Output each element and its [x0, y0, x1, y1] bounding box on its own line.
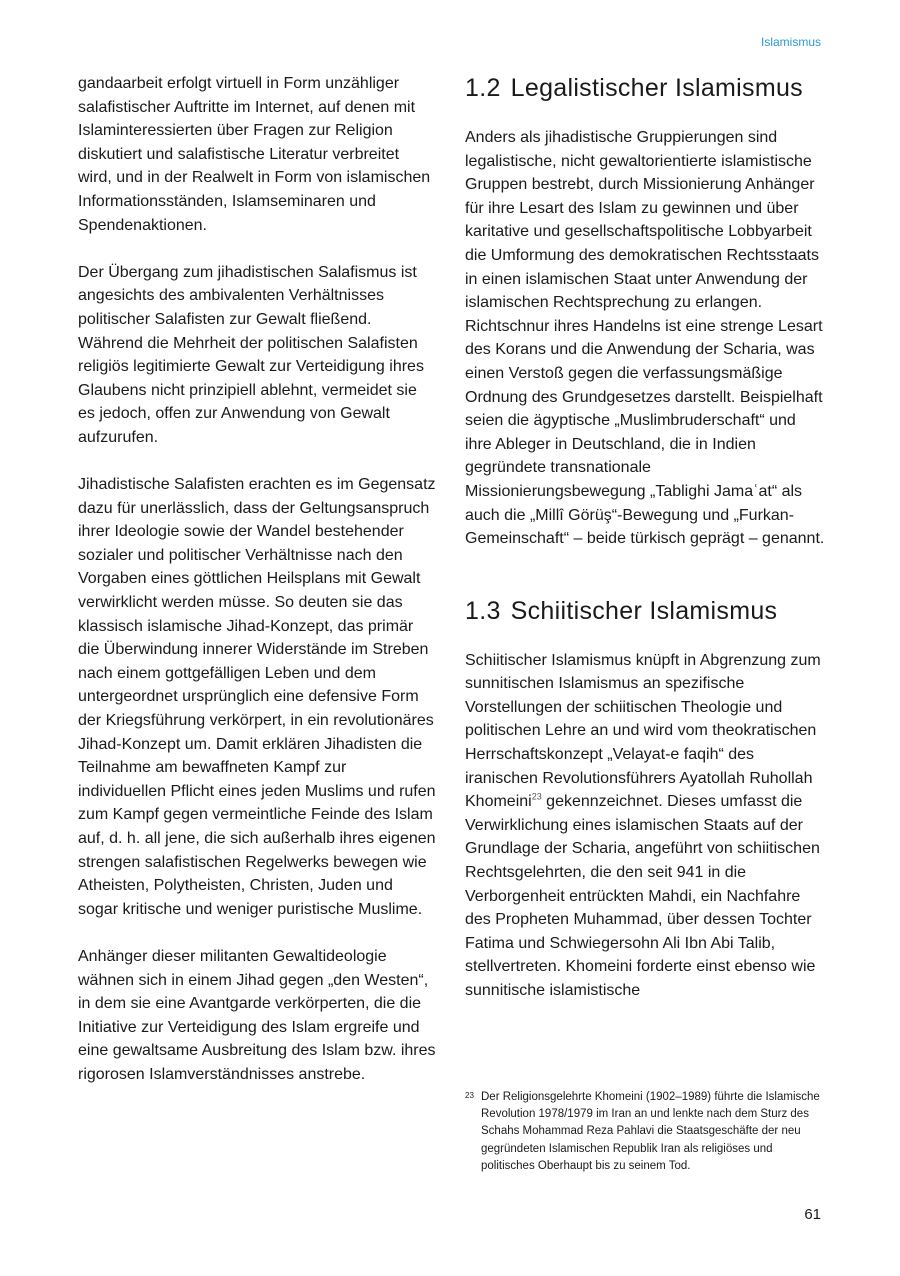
paragraph-text: gekennzeichnet. Dieses umfasst die Verwirklichung eines islamischen Staats auf der Grundlage der Scharia, angeführt von schiitischen Rechtsgelehrten, die den seit 941 in die Verborgenheit entrückten Mahdi, ein Nachfahre des Propheten Muhammad, über dessen Tochter Fatima und Schwiegersohn Ali Ibn Abi Talib, stellvertreten. Khomeini forderte einst ebenso wie sunnitische islamistische — [465, 793, 820, 999]
page-number: 61 — [804, 1206, 821, 1223]
paragraph-text: Schiitischer Islamismus knüpft in Abgrenzung zum sunnitischen Islamismus an spezifische Vorstellungen der schiitischen Theologie und politischen Lehre an und wird vom theokratischen Herrschaftskonzept „Velayat-e faqih“ des iranischen Revolutionsführers Ayatollah Ruhollah Khomeini — [465, 651, 821, 811]
section-title: Legalistischer Islamismus — [510, 74, 803, 102]
right-column — [465, 72, 825, 1026]
body-paragraph — [465, 649, 825, 1003]
body-paragraph: Der Übergang zum jihadistischen Salafismus ist angesichts des ambivalenten Verhältnisses politischer Salafisten zur Gewalt fließend. Während die Mehrheit der politischen Salafisten religiös legitimierte Gewalt zur Verteidigung ihres Glaubens nicht prinzipiell ablehnt, vermeidet sie es jedoch, offen zur Anwendung von Gewalt aufzurufen. — [78, 263, 424, 446]
footnote — [465, 1089, 825, 1175]
body-paragraph: Anders als jihadistische Gruppierungen sind legalistische, nicht gewaltorientierte islamistische Gruppen bestrebt, durch Missionierung Anhänger für ihre Lesart des Islam zu gewinnen und über karitative und gesellschaftspolitische Lobbyarbeit die Umformung des demokratischen Rechtsstaats in einen islamischen Staat unter Anwendung der islamischen Rechtsprechung zu erlangen. Richtschnur ihres Handelns ist eine strenge Lesart des Korans und die Anwendung der Scharia, was einen Verstoß gegen die verfassungsmäßige Ordnung des Grundgesetzes darstellt. Beispielhaft seien die ägyptische „Muslimbruderschaft“ und ihre Ableger in Deutschland, die in Indien gegründete transnationale Missionierungsbewegung „Tablighi Jamaʿat“ als auch die „Millî Görüş“-Bewegung und „Furkan-Gemeinschaft“ – beide türkisch geprägt – genannt. — [465, 129, 825, 548]
section-heading-shiite — [465, 595, 825, 627]
footnote-text: Der Religionsgelehrte Khomeini (1902–1989) führte die Islamische Revolution 1978/1979 im Iran an und lenkte nach dem Sturz des Schahs Mohammad Reza Pahlavi die Staatsgeschäfte der neu gegründeten Islamischen Republik Iran als religiöses und politisches Oberhaupt bis zu seinem Tod. — [481, 1091, 820, 1172]
left-column — [78, 72, 436, 1110]
footnote-number: 23 — [465, 1091, 474, 1100]
section-header-label: Islamismus — [760, 35, 821, 49]
section-title: Schiitischer Islamismus — [510, 596, 778, 625]
body-paragraph: gandaarbeit erfolgt virtuell in Form unzähliger salafistischer Auftritte im Internet, auf denen mit Islaminteressierten über Fragen zur Religion diskutiert und salafistische Literatur verbreitet wird, und in der Realwelt in Form von islamischen Informationsständen, Islamseminaren und Spendenaktionen. — [78, 75, 431, 234]
body-paragraph: Jihadistische Salafisten erachten es im Gegensatz dazu für unerlässlich, dass der Geltungsanspruch ihrer Ideologie sowie der Wandel bestehender sozialer und politischer Verhältnisse nach den Vorgaben eines göttlichen Heilsplans mit Gewalt verwirklicht werden müsse. So deuten sie das klassisch islamische Jihad-Konzept, das primär die Überwindung innerer Widerstände im Streben nach einem gottgefälligen Leben und dem untergeordnet ursprünglich eine defensive Form der Kriegsführung verkörpert, in ein revolutionäres Jihad-Konzept um. Damit erklären Jihadisten die Teilnahme am bewaffneten Kampf zur individuellen Pflicht eines jeden Muslims und rufen zum Kampf gegen vermeintliche Feinde des Islam auf, d. h. all jene, die sich außerhalb ihres eigenen strengen salafistischen Regelwerks bewegen wie Atheisten, Polytheisten, Christen, Juden und sogar kritische und weniger puristische Muslime. — [78, 476, 436, 918]
section-number: 1.2 — [465, 74, 501, 102]
footnote-reference[interactable]: 23 — [531, 791, 542, 802]
section-number: 1.3 — [465, 596, 501, 625]
body-paragraph: Anhänger dieser militanten Gewaltideologie wähnen sich in einem Jihad gegen „den Westen“, in dem sie eine Avantgarde verkörperten, die die Initiative zur Verteidigung des Islam ergreife und eine gewaltsame Ausbreitung des Islam bzw. ihres rigorosen Islamverständnisses anstrebe. — [78, 947, 436, 1083]
section-heading-legalistic — [465, 72, 825, 104]
